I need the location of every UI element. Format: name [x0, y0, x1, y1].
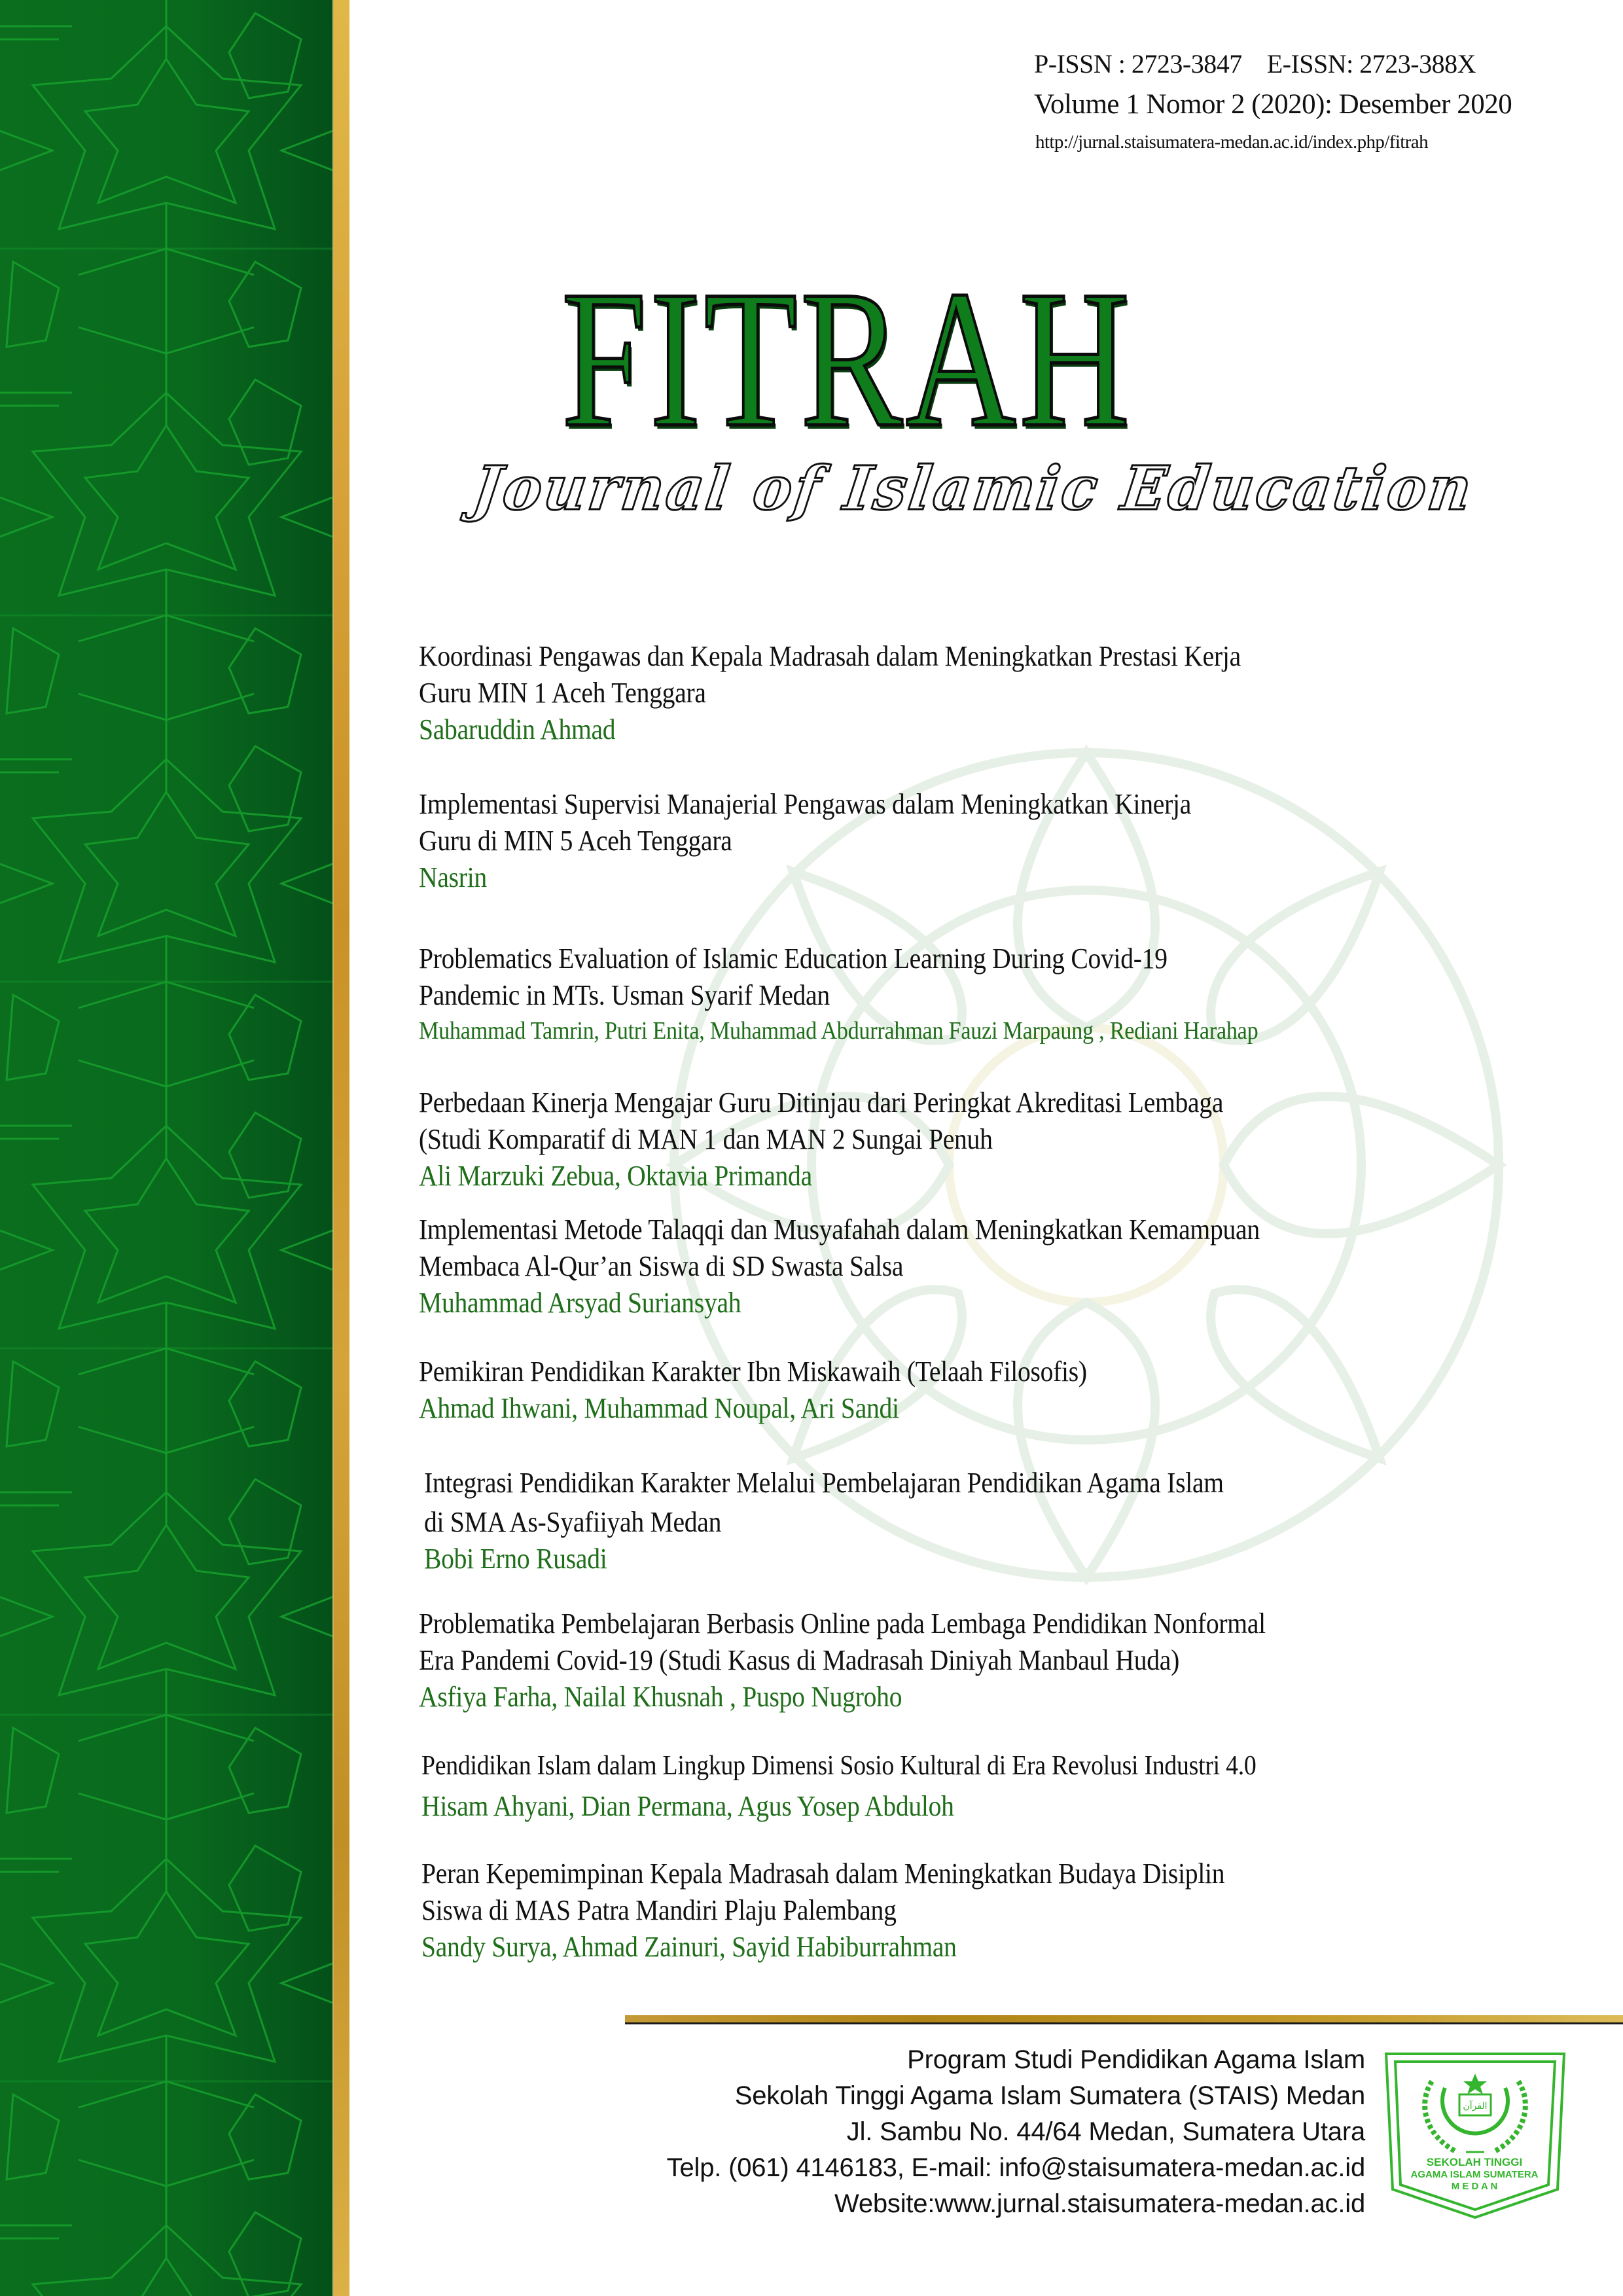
article-authors: Sandy Surya, Ahmad Zainuri, Sayid Habiburrahman	[421, 1931, 957, 1963]
article-title: Pemikiran Pendidikan Karakter Ibn Miskawaih (Telaah Filosofis)	[419, 1355, 1087, 1388]
article-title: Integrasi Pendidikan Karakter Melalui Pembelajaran Pendidikan Agama Islam	[424, 1467, 1224, 1499]
volume-issue: Volume 1 Nomor 2 (2020): Desember 2020	[1034, 89, 1512, 120]
article-title: Siswa di MAS Patra Mandiri Plaju Palembang	[421, 1894, 897, 1926]
islamic-geometric-pattern-icon	[0, 0, 332, 2296]
article-title: Implementasi Supervisi Manajerial Pengawas dalam Meningkatkan Kinerja	[419, 788, 1192, 820]
article-entry	[419, 1354, 1544, 1427]
article-authors: Asfiya Farha, Nailal Khusnah , Puspo Nugroho	[419, 1681, 902, 1713]
article-title: Problematics Evaluation of Islamic Education Learning During Covid-19	[419, 942, 1168, 975]
logo-text-line: M E D A N	[1451, 2181, 1498, 2192]
article-title: Peran Kepemimpinan Kepala Madrasah dalam Meningkatkan Budaya Disiplin	[421, 1857, 1225, 1890]
article-authors: Muhammad Arsyad Suriansyah	[419, 1287, 741, 1319]
article-entry	[419, 1211, 1544, 1321]
svg-text:القرآن: القرآن	[1463, 2101, 1488, 2111]
street-address: Jl. Sambu No. 44/64 Medan, Sumatera Utara	[846, 2117, 1365, 2146]
journal-metadata	[995, 51, 1571, 152]
article-title: di SMA As-Syafiiyah Medan	[424, 1506, 722, 1538]
article-title: (Studi Komparatif di MAN 1 dan MAN 2 Sungai Penuh	[419, 1123, 993, 1155]
footer-gold-rule	[625, 2015, 1623, 2024]
article-title: Membaca Al-Qur’an Siswa di SD Swasta Salsa	[419, 1250, 904, 1282]
article-authors: Bobi Erno Rusadi	[424, 1543, 607, 1575]
article-title: Era Pandemi Covid-19 (Studi Kasus di Madrasah Diniyah Manbaul Huda)	[419, 1644, 1180, 1676]
journal-title: FITRAH	[562, 250, 1133, 467]
article-authors: Muhammad Tamrin, Putri Enita, Muhammad Abdurrahman Fauzi Marpaung , Rediani Harahap	[419, 1017, 1258, 1045]
crest-shield-icon	[1380, 2042, 1569, 2219]
article-entry	[419, 1085, 1544, 1194]
article-authors: Hisam Ahyani, Dian Permana, Agus Yosep Abduloh	[421, 1790, 954, 1822]
logo-text-line: AGAMA ISLAM SUMATERA	[1410, 2169, 1539, 2180]
journal-url[interactable]: http://jurnal.staisumatera-medan.ac.id/index.php/fitrah	[1035, 132, 1428, 152]
article-title: Guru MIN 1 Aceh Tenggara	[419, 677, 706, 709]
article-authors: Ali Marzuki Zebua, Oktavia Primanda	[419, 1160, 812, 1192]
article-title: Perbedaan Kinerja Mengajar Guru Ditinjau dari Peringkat Akreditasi Lembaga	[419, 1086, 1224, 1119]
article-entry	[419, 1605, 1544, 1715]
issn-line: P-ISSN : 2723-3847 E-ISSN: 2723-388X	[1034, 49, 1476, 79]
article-authors: Ahmad Ihwani, Muhammad Noupal, Ari Sandi	[419, 1392, 899, 1424]
gold-border-stripe	[332, 0, 349, 2296]
publisher-address	[615, 2042, 1365, 2222]
contact-info[interactable]: Telp. (061) 4146183, E-mail: info@staisumatera-medan.ac.id	[666, 2153, 1365, 2182]
article-entry	[419, 638, 1544, 748]
article-entry	[421, 1748, 1547, 1825]
article-authors: Nasrin	[419, 861, 487, 893]
stais-crest-icon	[1380, 2042, 1569, 2219]
article-title: Koordinasi Pengawas dan Kepala Madrasah dalam Meningkatkan Prestasi Kerja	[419, 640, 1241, 672]
institution-name: Sekolah Tinggi Agama Islam Sumatera (STAIS) Medan	[734, 2081, 1365, 2110]
website-link[interactable]: Website:www.jurnal.staisumatera-medan.ac.id	[834, 2189, 1365, 2218]
article-entry	[419, 786, 1544, 896]
logo-text-line: SEKOLAH TINGGI	[1426, 2156, 1523, 2168]
article-title: Guru di MIN 5 Aceh Tenggara	[419, 825, 732, 857]
article-entry	[419, 941, 1544, 1048]
program-name: Program Studi Pendidikan Agama Islam	[907, 2045, 1365, 2074]
decorative-side-panel	[0, 0, 332, 2296]
article-title: Implementasi Metode Talaqqi dan Musyafahah dalam Meningkatkan Kemampuan	[419, 1213, 1260, 1246]
article-title: Pendidikan Islam dalam Lingkup Dimensi Sosio Kultural di Era Revolusi Industri 4.0	[421, 1751, 1257, 1781]
article-entry	[421, 1856, 1547, 1965]
article-entry	[424, 1465, 1550, 1577]
journal-subtitle: Journal of Islamic Education	[469, 453, 1478, 524]
article-title: Problematika Pembelajaran Berbasis Online pada Lembaga Pendidikan Nonformal	[419, 1607, 1266, 1640]
article-authors: Sabaruddin Ahmad	[419, 713, 616, 745]
article-title: Pandemic in MTs. Usman Syarif Medan	[419, 979, 830, 1011]
